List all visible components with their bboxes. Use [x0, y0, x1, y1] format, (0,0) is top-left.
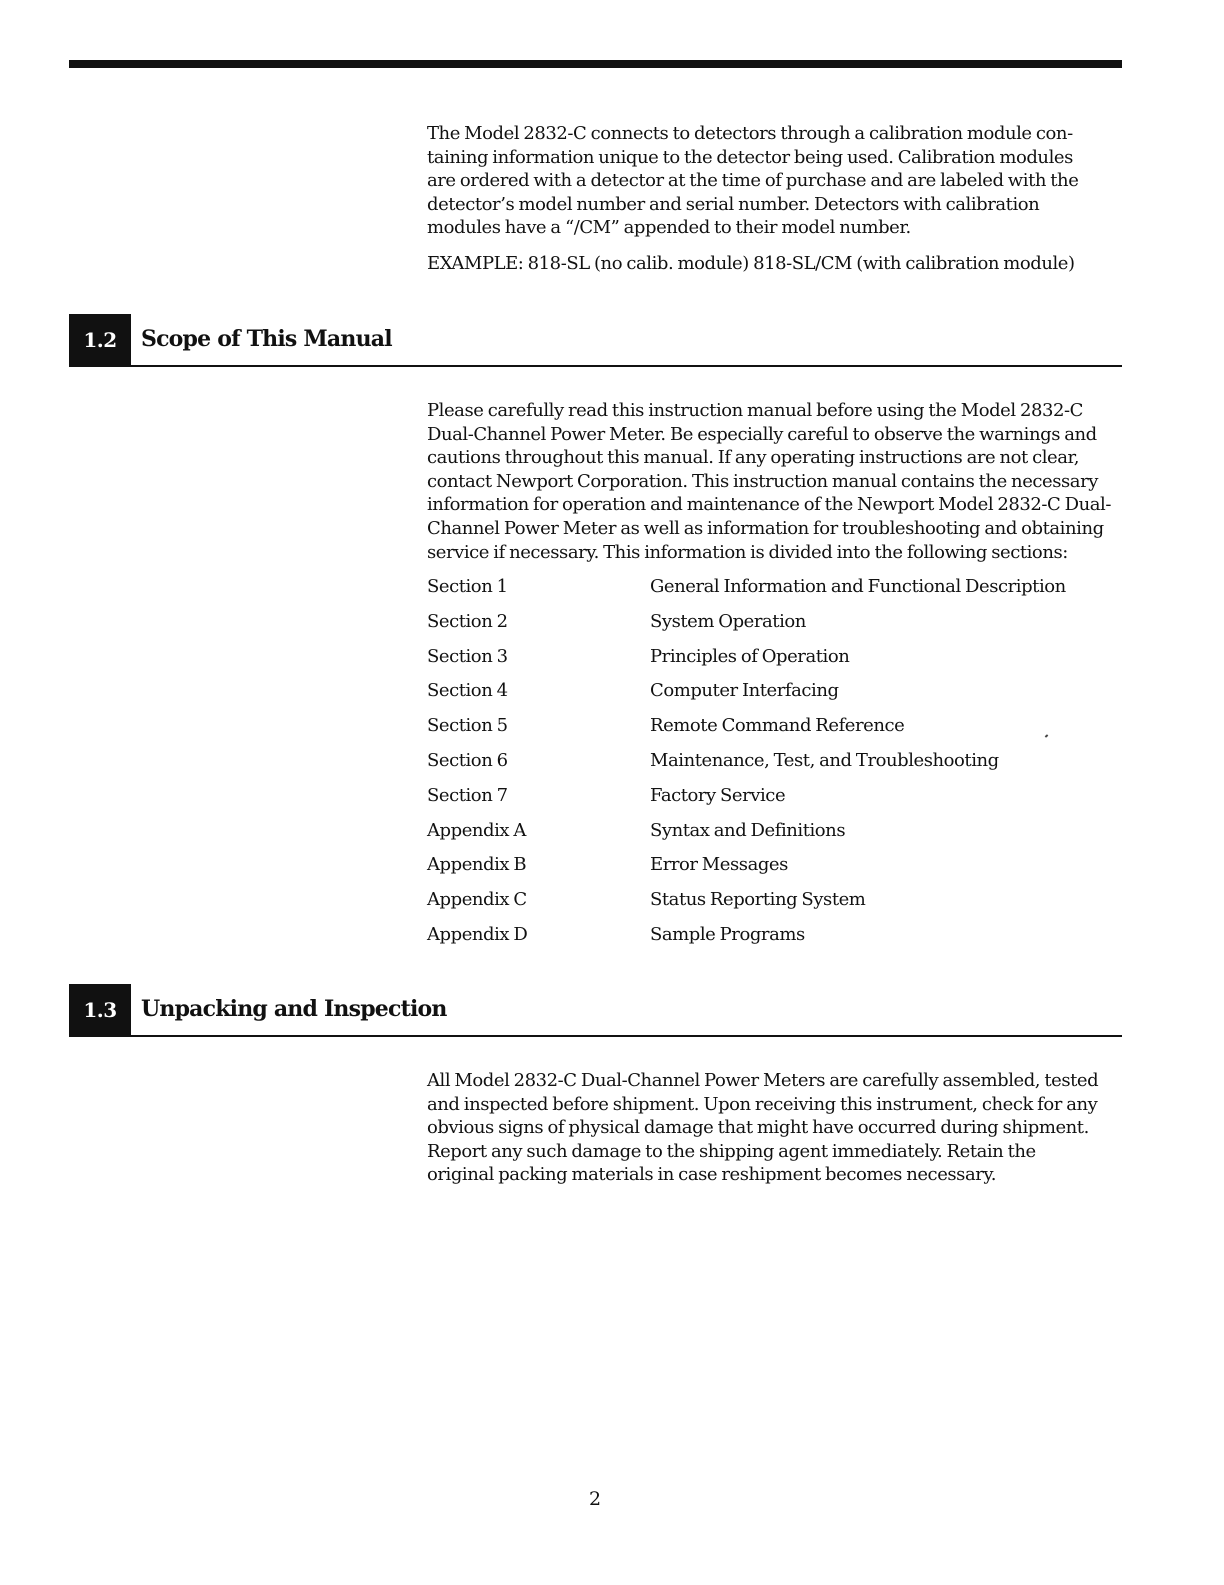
- list-item-description: Remote Command Reference: [650, 715, 905, 737]
- text-line: cautions throughout this manual. If any operating instructions are not clear,: [427, 447, 1079, 469]
- page-number: 2: [588, 1488, 602, 1510]
- list-item: [427, 814, 1127, 849]
- text-line: obvious signs of physical damage that might have occurred during shipment.: [427, 1117, 1089, 1139]
- list-item-section: Section 4: [427, 680, 508, 702]
- list-item: [427, 640, 1127, 675]
- section-title: Unpacking and Inspection: [141, 996, 447, 1022]
- text-line: detector’s model number and serial number. Detectors with calibration: [427, 193, 1040, 215]
- list-item: [427, 918, 1127, 953]
- list-item: [427, 848, 1127, 883]
- list-item: [427, 883, 1127, 918]
- list-item-section: Appendix B: [427, 854, 527, 876]
- text-line: Please carefully read this instruction manual before using the Model 2832-C: [427, 400, 1083, 421]
- list-item: [427, 605, 1127, 640]
- list-item-description: Sample Programs: [650, 923, 805, 945]
- list-item: [427, 709, 1127, 744]
- list-item-section: Appendix A: [427, 819, 526, 841]
- scope-paragraph: [427, 399, 1127, 564]
- text-line: Channel Power Meter as well as information for troubleshooting and obtaining: [427, 517, 1104, 539]
- list-item-description: Maintenance, Test, and Troubleshooting: [650, 749, 999, 771]
- list-item-section: Section 7: [427, 784, 508, 806]
- list-item-description: System Operation: [650, 610, 806, 632]
- list-item-section: Section 2: [427, 610, 508, 632]
- list-item-section: Section 5: [427, 715, 508, 737]
- list-item: [427, 744, 1127, 779]
- text-line: contact Newport Corporation. This instruction manual contains the necessary: [427, 470, 1098, 492]
- list-item-description: Error Messages: [650, 854, 788, 876]
- list-item-section: Section 3: [427, 645, 508, 667]
- list-item-section: Appendix D: [427, 923, 528, 945]
- section-title: Scope of This Manual: [141, 326, 392, 352]
- text-line: Dual-Channel Power Meter. Be especially careful to observe the warnings and: [427, 423, 1097, 445]
- text-line: modules have a “/CM” appended to their model number.: [427, 217, 911, 239]
- list-item-description: Factory Service: [650, 784, 786, 806]
- text-line: The Model 2832-C connects to detectors through a calibration module con-: [427, 123, 1073, 144]
- section-rule: [69, 365, 1122, 367]
- section-number-badge: 1.3: [69, 984, 131, 1037]
- list-item-section: Section 1: [427, 576, 508, 597]
- section-number-badge: 1.2: [69, 314, 131, 367]
- list-item-section: Section 6: [427, 749, 508, 771]
- list-item-description: Status Reporting System: [650, 889, 866, 911]
- unpacking-paragraph: [427, 1069, 1127, 1187]
- text-line: original packing materials in case reshipment becomes necessary.: [427, 1164, 997, 1186]
- list-item: [427, 570, 1127, 605]
- section-rule: [69, 1035, 1122, 1037]
- list-item: [427, 779, 1127, 814]
- text-line: service if necessary. This information is divided into the following sections:: [427, 541, 1068, 563]
- section-list: [427, 570, 1127, 953]
- list-item-description: Syntax and Definitions: [650, 819, 846, 841]
- text-line: taining information unique to the detector being used. Calibration modules: [427, 146, 1073, 168]
- list-item-description: General Information and Functional Description: [650, 576, 1066, 597]
- text-line: Report any such damage to the shipping agent immediately. Retain the: [427, 1140, 1036, 1162]
- section-header-1-2: [69, 314, 1122, 367]
- list-item-section: Appendix C: [427, 889, 527, 911]
- text-line: are ordered with a detector at the time of purchase and are labeled with the: [427, 170, 1079, 192]
- list-item: [427, 674, 1127, 709]
- text-line: and inspected before shipment. Upon receiving this instrument, check for any: [427, 1093, 1098, 1115]
- section-header-1-3: [69, 984, 1122, 1037]
- list-item-description: Computer Interfacing: [650, 680, 839, 702]
- text-line: information for operation and maintenance of the Newport Model 2832-C Dual-: [427, 494, 1111, 516]
- text-line: All Model 2832-C Dual-Channel Power Meters are carefully assembled, tested: [427, 1070, 1099, 1091]
- list-item-description: Principles of Operation: [650, 645, 850, 667]
- top-rule: [69, 60, 1122, 68]
- intro-paragraph: [427, 122, 1127, 240]
- example-line: EXAMPLE: 818-SL (no calib. module) 818-SL/CM (with calibration module): [427, 253, 1075, 274]
